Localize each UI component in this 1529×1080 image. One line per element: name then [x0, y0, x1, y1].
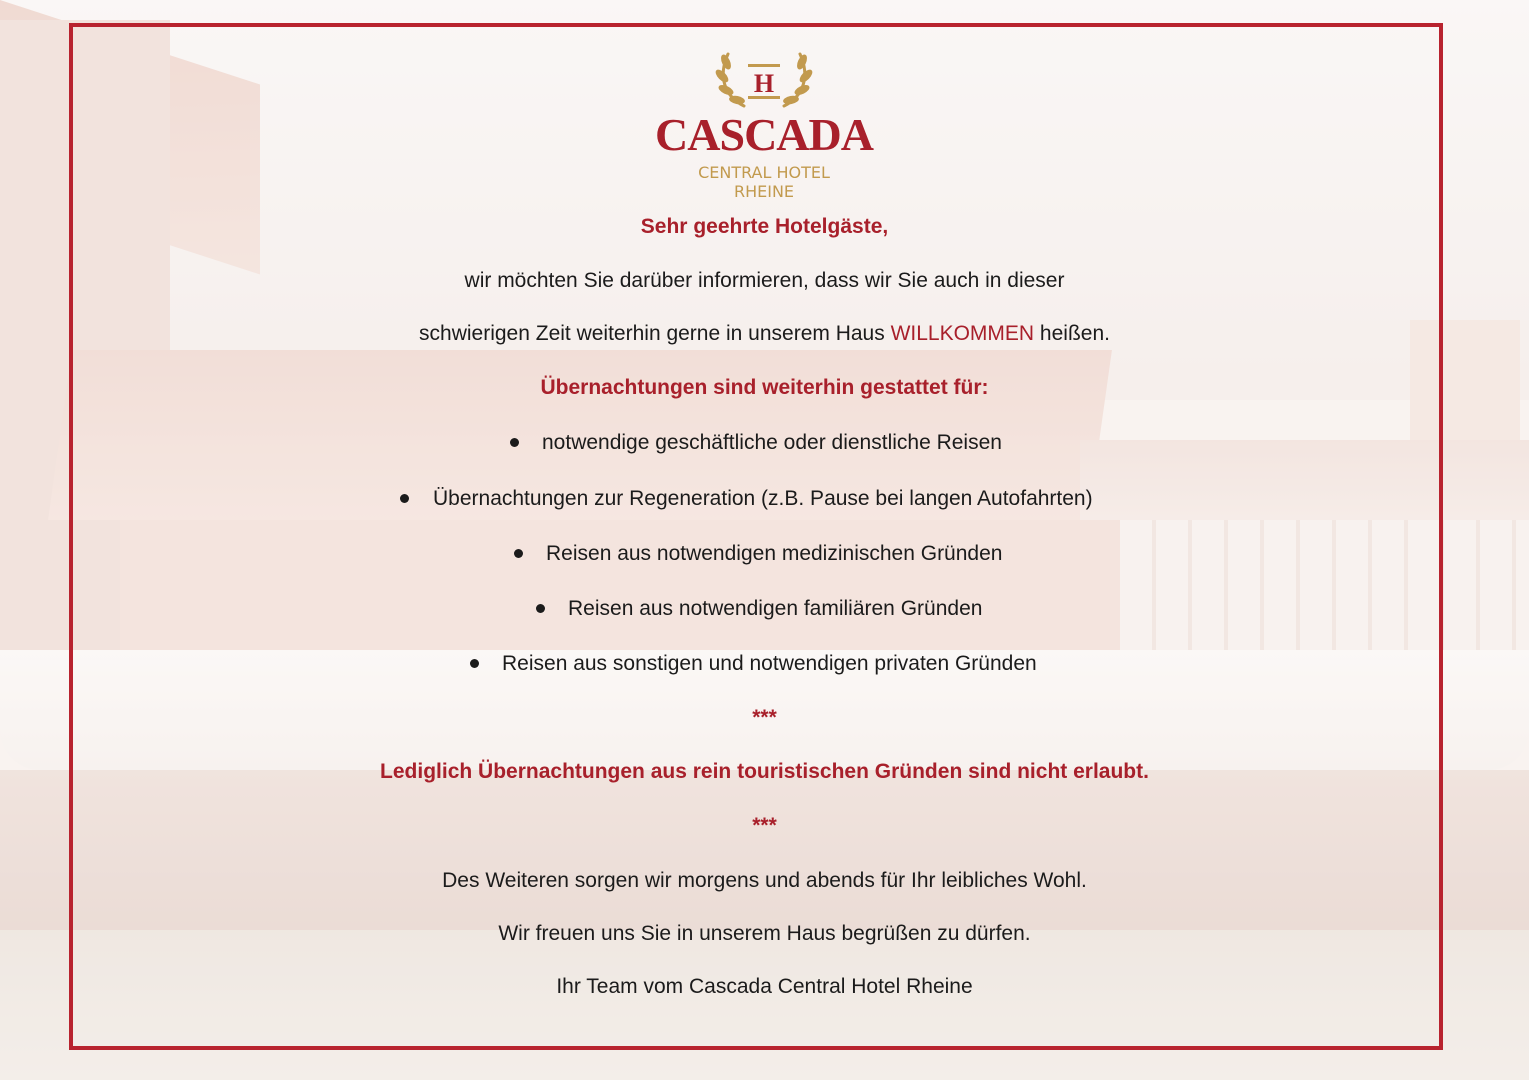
hotel-logo [650, 46, 878, 204]
bullet-icon [514, 549, 523, 558]
tourism-notice: Lediglich Übernachtungen aus rein touristischen Gründen sind nicht erlaubt. [380, 760, 1149, 783]
bullet-icon [510, 438, 519, 447]
bullet-icon [400, 494, 409, 503]
laurel-wreath-icon [704, 46, 824, 112]
bullet-icon [470, 659, 479, 668]
logo-wordmark: CASCADA [655, 109, 873, 160]
intro-line-1: wir möchten Sie darüber informieren, dass wir Sie auch in dieser [464, 269, 1065, 292]
list-item: Reisen aus notwendigen familiären Gründen [568, 597, 983, 620]
allowed-stays-heading: Übernachtungen sind weiterhin gestattet für: [540, 376, 989, 399]
closing-line-1: Des Weiteren sorgen wir morgens und abends für Ihr leibliches Wohl. [442, 869, 1087, 892]
bullet-icon [536, 604, 545, 613]
list-item: notwendige geschäftliche oder dienstliche Reisen [542, 431, 1002, 454]
logo-monogram: H [753, 69, 775, 98]
closing-line-2: Wir freuen uns Sie in unserem Haus begrüßen zu dürfen. [498, 922, 1031, 945]
greeting-heading: Sehr geehrte Hotelgäste, [640, 215, 889, 238]
logo-subtitle-line1: CENTRAL HOTEL [698, 163, 830, 182]
logo-subtitle-line2: RHEINE [733, 182, 795, 201]
list-item: Reisen aus notwendigen medizinischen Gründen [546, 542, 1003, 565]
list-item: Reisen aus sonstigen und notwendigen privaten Gründen [502, 652, 1037, 675]
intro-line-2-start: schwierigen Zeit weiterhin gerne in unserem Haus [419, 322, 891, 345]
separator-top: *** [752, 706, 777, 729]
intro-line-2 [0, 321, 1529, 347]
list-item: Übernachtungen zur Regeneration (z.B. Pause bei langen Autofahrten) [433, 487, 1093, 510]
signature: Ihr Team vom Cascada Central Hotel Rheine [556, 975, 973, 998]
separator-bottom: *** [752, 814, 777, 837]
welcome-highlight: WILLKOMMEN [890, 322, 1035, 345]
intro-line-2-end: heißen. [1034, 322, 1110, 345]
